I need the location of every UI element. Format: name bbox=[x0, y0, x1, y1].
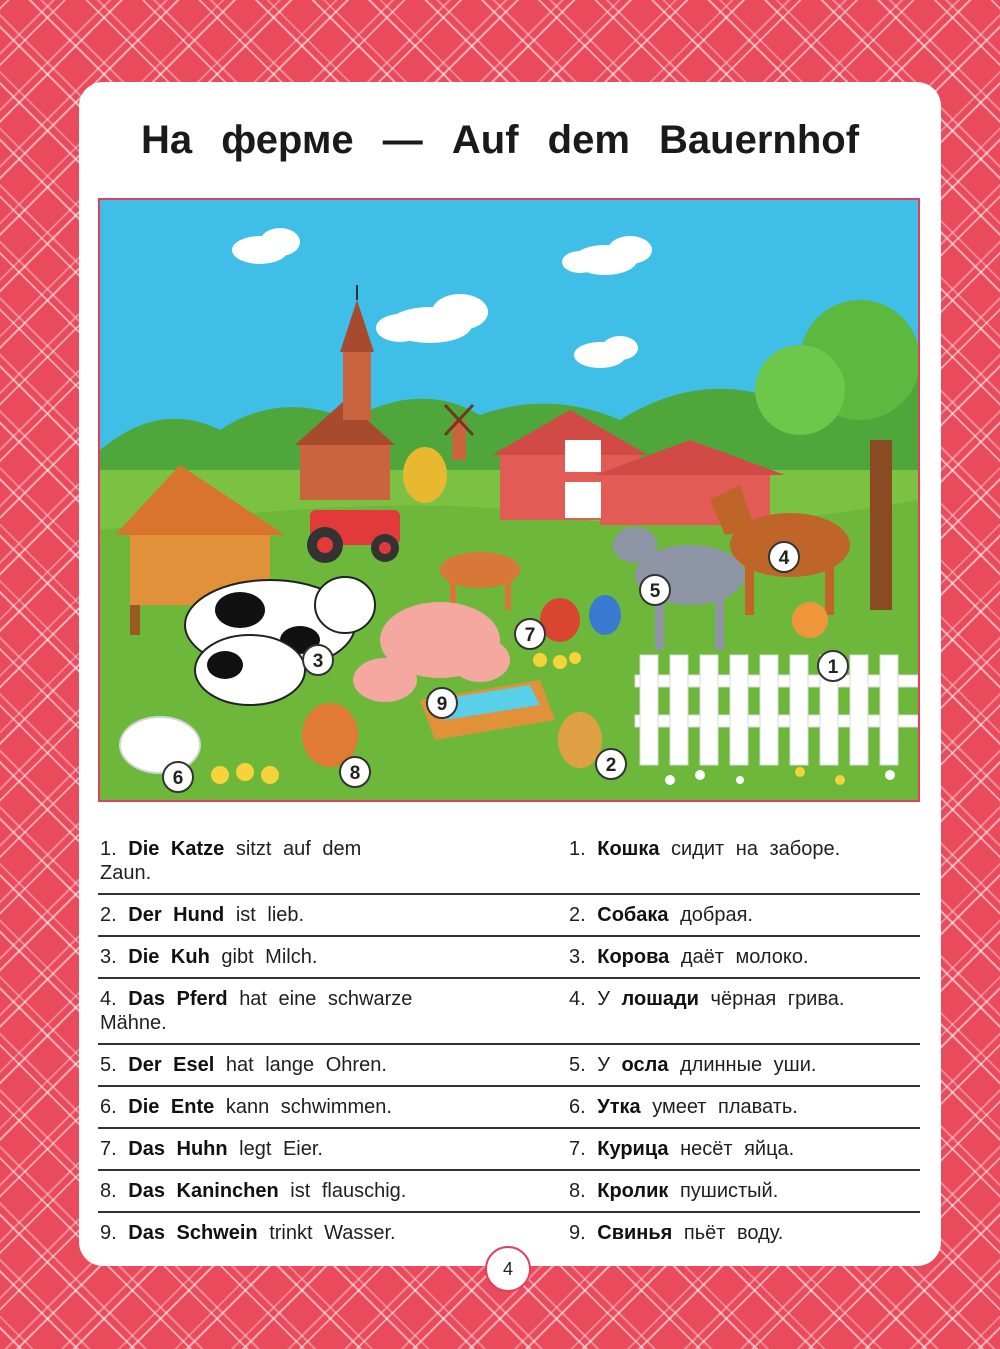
german-sentence: 8. Das Kaninchen ist flauschig. bbox=[100, 1180, 407, 1202]
puppy bbox=[558, 712, 602, 768]
cat bbox=[792, 602, 828, 638]
vocab-row bbox=[98, 979, 920, 1045]
label-badge-9 bbox=[427, 688, 457, 718]
svg-text:4: 4 bbox=[778, 548, 790, 569]
label-badge-4 bbox=[769, 542, 799, 572]
label-badge-7 bbox=[515, 619, 545, 649]
label-badge-6 bbox=[163, 762, 193, 792]
rooster bbox=[589, 595, 621, 635]
label-badge-3 bbox=[303, 645, 333, 675]
german-sentence: 2. Der Hund ist lieb. bbox=[100, 904, 305, 926]
tree-trunk bbox=[870, 440, 892, 610]
label-badge-1 bbox=[818, 651, 848, 681]
vocab-row bbox=[98, 1129, 920, 1171]
svg-text:5: 5 bbox=[649, 581, 661, 602]
russian-sentence: 1. Кошка сидит на заборе. bbox=[569, 838, 841, 860]
russian-sentence: 7. Курица несёт яйца. bbox=[569, 1138, 795, 1160]
label-badge-2 bbox=[596, 749, 626, 779]
russian-sentence: 9. Свинья пьёт воду. bbox=[569, 1222, 784, 1244]
svg-text:7: 7 bbox=[524, 625, 536, 646]
page-number: 4 bbox=[485, 1246, 531, 1292]
russian-sentence: 6. Утка умеет плавать. bbox=[569, 1096, 798, 1118]
svg-text:1: 1 bbox=[827, 657, 839, 678]
russian-sentence: 2. Собака добрая. bbox=[569, 904, 753, 926]
vocab-row bbox=[98, 1087, 920, 1129]
farm-illustration bbox=[98, 198, 920, 802]
svg-text:6: 6 bbox=[172, 768, 184, 789]
haystack bbox=[403, 447, 447, 503]
german-sentence: 7. Das Huhn legt Eier. bbox=[100, 1138, 323, 1160]
russian-sentence: 4. У лошади чёрная грива. bbox=[569, 988, 845, 1010]
hen bbox=[540, 598, 580, 642]
svg-text:9: 9 bbox=[436, 694, 448, 715]
page-title: На ферме — Auf dem Bauernhof bbox=[140, 118, 860, 162]
german-sentence: 6. Die Ente kann schwimmen. bbox=[100, 1096, 392, 1118]
russian-sentence: 8. Кролик пушистый. bbox=[569, 1180, 779, 1202]
vocab-row bbox=[98, 1045, 920, 1087]
farm-scene-svg bbox=[100, 200, 918, 800]
russian-sentence: 5. У осла длинные уши. bbox=[569, 1054, 817, 1076]
svg-text:8: 8 bbox=[349, 763, 361, 784]
vocab-row bbox=[98, 895, 920, 937]
svg-text:2: 2 bbox=[605, 755, 617, 776]
german-sentence: 5. Der Esel hat lange Ohren. bbox=[100, 1054, 387, 1076]
german-sentence: 4. Das Pferd hat eine schwarze Mähne. bbox=[100, 988, 413, 1034]
svg-text:3: 3 bbox=[312, 651, 324, 672]
label-badge-5 bbox=[640, 575, 670, 605]
vocab-row bbox=[98, 937, 920, 979]
label-badge-8 bbox=[340, 757, 370, 787]
german-sentence: 9. Das Schwein trinkt Wasser. bbox=[100, 1222, 396, 1244]
vocabulary-table bbox=[98, 829, 920, 1253]
vocab-row bbox=[98, 829, 920, 895]
german-sentence: 3. Die Kuh gibt Milch. bbox=[100, 946, 318, 968]
german-sentence: 1. Die Katze sitzt auf dem Zaun. bbox=[100, 838, 362, 884]
vocab-row bbox=[98, 1171, 920, 1213]
russian-sentence: 3. Корова даёт молоко. bbox=[569, 946, 809, 968]
